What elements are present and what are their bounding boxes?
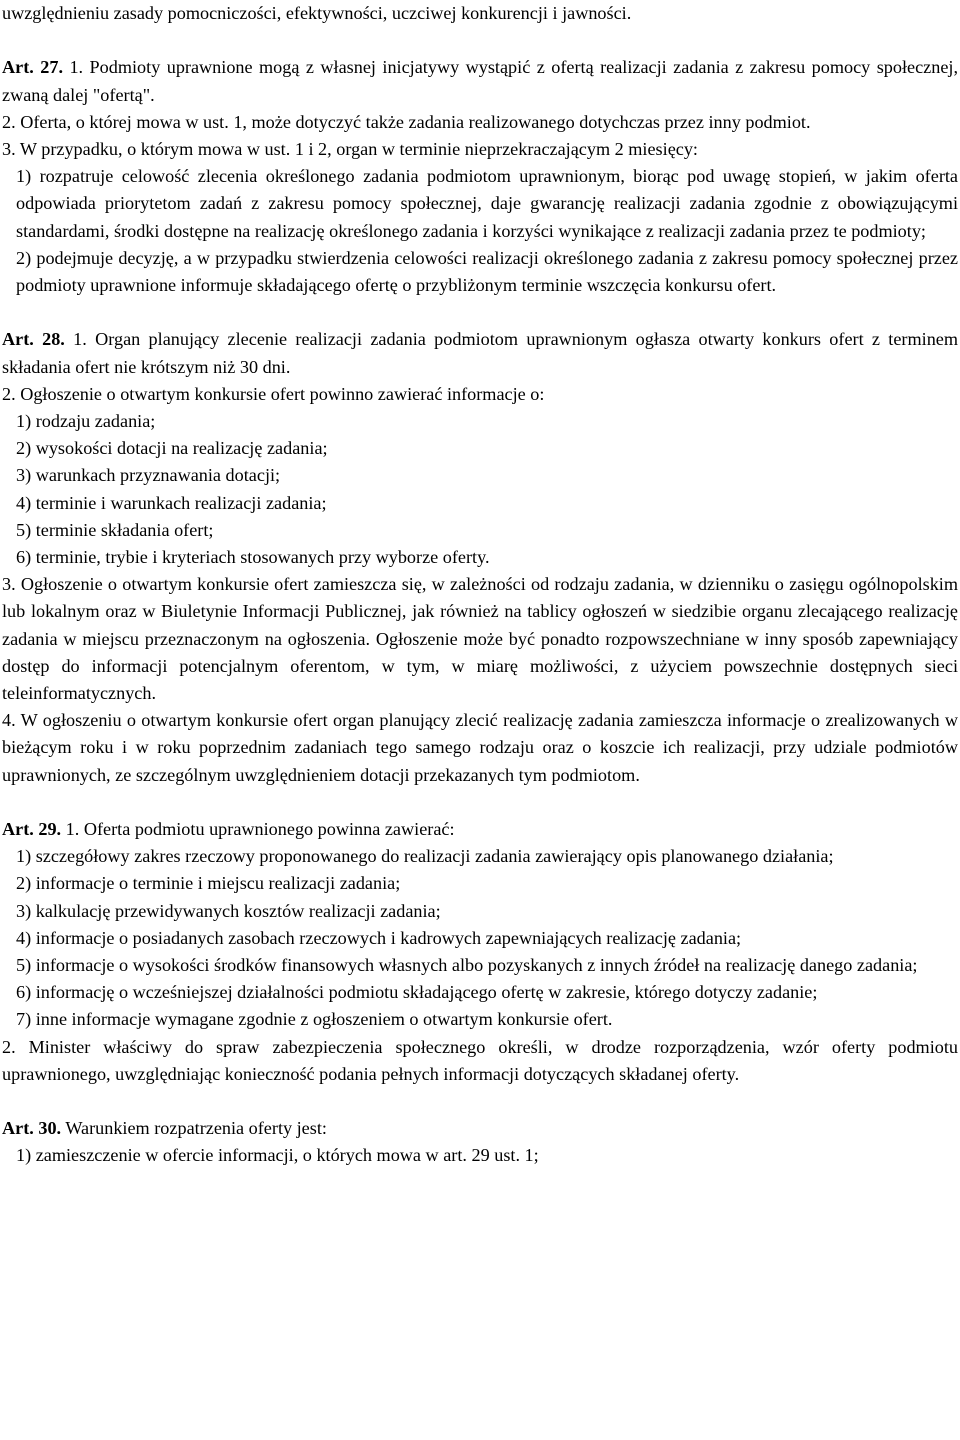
- art28-p2-item-4: 4) terminie i warunkach realizacji zadania;: [16, 492, 327, 513]
- spacer: [2, 1088, 958, 1115]
- article-30: [2, 1115, 958, 1169]
- art28-paragraph-1: [2, 326, 958, 380]
- spacer: [2, 299, 958, 326]
- art29-p1-item-6: 6) informację o wcześniejszej działalności podmiotu składającego ofertę w zakresie, którego dotyczy zadanie;: [16, 982, 818, 1003]
- art29-p1-item-1: 1) szczegółowy zakres rzeczowy proponowanego do realizacji zadania zawierający opis planowanego działania;: [16, 846, 834, 867]
- continuation-line: uwzględnieniu zasady pomocniczości, efektywności, uczciwej konkurencji i jawności.: [2, 3, 632, 23]
- art28-p2-item-3: 3) warunkach przyznawania dotacji;: [16, 465, 281, 486]
- art27-p3-item-1: 1) rozpatruje celowość zlecenia określonego zadania podmiotom uprawnionym, biorąc pod uwagę stopień, w jakim oferta odpowiada priorytetom zadań z zakresu pomocy społecznej, daje gwarancję realizacji zadania zgodnie z obowiązującymi standardami, środki dostępne na realizację określonego zadania i korzyści wynikające z realizacji zadania przez te podmioty;: [16, 166, 958, 241]
- art29-paragraph-2: 2. Minister właściwy do spraw zabezpieczenia społecznego określi, w drodze rozporządzenia, wzór oferty podmiotu uprawnionego, uwzględniając konieczność podania pełnych informacji dotyczących składanej oferty.: [2, 1036, 958, 1084]
- art28-paragraph-2: 2. Ogłoszenie o otwartym konkursie ofert powinno zawierać informacje o:: [2, 383, 545, 404]
- art30-paragraph-1: [2, 1115, 958, 1142]
- art30-p1-text: Warunkiem rozpatrzenia oferty jest:: [65, 1118, 327, 1139]
- art29-p1-text: 1. Oferta podmiotu uprawnionego powinna zawierać:: [65, 819, 455, 840]
- art27-paragraph-3: 3. W przypadku, o którym mowa w ust. 1 i 2, organ w terminie nieprzekraczającym 2 miesięcy:: [2, 139, 698, 159]
- art29-p1-item-4: 4) informacje o posiadanych zasobach rzeczowych i kadrowych zapewniających realizację zadania;: [16, 927, 742, 948]
- art30-p1-item-1: 1) zamieszczenie w ofercie informacji, o których mowa w art. 29 ust. 1;: [16, 1145, 539, 1166]
- art29-p1-item-3: 3) kalkulację przewidywanych kosztów realizacji zadania;: [16, 900, 441, 921]
- art29-heading: Art. 29.: [2, 819, 62, 840]
- art28-paragraph-3: 3. Ogłoszenie o otwartym konkursie ofert zamieszcza się, w zależności od rodzaju zadania, w dzienniku o zasięgu ogólnopolskim lub lokalnym oraz w Biuletynie Informacji Publicznej, jak również na tablicy ogłoszeń w siedzibie organu zlecającego realizację zadania w miejscu przeznaczonym na ogłoszenia. Ogłoszenie może być ponadto rozpowszechniane w inny sposób zapewniający dostęp do informacji potencjalnym oferentom, w tym, w miarę możliwości, z użyciem powszechnie dostępnych sieci teleinformatycznych.: [2, 574, 958, 704]
- art28-p2-item-2: 2) wysokości dotacji na realizację zadania;: [16, 438, 328, 459]
- spacer: [2, 789, 958, 816]
- art30-heading: Art. 30.: [2, 1118, 62, 1139]
- art29-paragraph-1: [2, 816, 958, 843]
- art29-p1-item-7: 7) inne informacje wymagane zgodnie z ogłoszeniem o otwartym konkursie ofert.: [16, 1009, 613, 1030]
- art28-p2-item-1: 1) rodzaju zadania;: [16, 411, 156, 432]
- art27-p1-text: 1. Podmioty uprawnione mogą z własnej inicjatywy wystąpić z ofertą realizacji zadania z zakresu pomocy społecznej, zwaną dalej "ofertą".: [2, 57, 959, 105]
- art28-p1-text: 1. Organ planujący zlecenie realizacji zadania podmiotom uprawnionym ogłasza otwarty konkurs ofert z terminem składania ofert nie krótszym niż 30 dni.: [2, 329, 959, 377]
- article-28: [2, 326, 958, 788]
- art28-heading: Art. 28.: [2, 329, 65, 350]
- article-29: [2, 816, 958, 1088]
- art28-p2-item-6: 6) terminie, trybie i kryteriach stosowanych przy wyborze oferty.: [16, 547, 490, 568]
- art27-p3-item-2: 2) podejmuje decyzję, a w przypadku stwierdzenia celowości realizacji określonego zadania z zakresu pomocy społecznej przez podmioty uprawnione informuje składającego ofertę o przybliżonym terminie wszczęcia konkursu ofert.: [16, 247, 958, 296]
- art27-paragraph-2: 2. Oferta, o której mowa w ust. 1, może dotyczyć także zadania realizowanego dotychczas przez inny podmiot.: [2, 111, 811, 132]
- art28-p2-item-5: 5) terminie składania ofert;: [16, 519, 214, 540]
- art27-heading: Art. 27.: [2, 57, 63, 78]
- art29-p1-item-2: 2) informacje o terminie i miejscu realizacji zadania;: [16, 873, 401, 894]
- art28-paragraph-4: 4. W ogłoszeniu o otwartym konkursie ofert organ planujący zlecić realizację zadania zamieszcza informacje o zrealizowanych w bieżącym roku i w roku poprzednim zadaniach tego samego rodzaju oraz o koszcie ich realizacji, przy udziale podmiotów uprawnionych, ze szczególnym uwzględnieniem dotacji przekazanych tym podmiotom.: [2, 710, 958, 785]
- art29-p1-item-5: 5) informacje o wysokości środków finansowych własnych albo pozyskanych z innych źródeł na realizację danego zadania;: [16, 955, 918, 976]
- spacer: [2, 27, 958, 54]
- article-27: [2, 54, 958, 299]
- art27-paragraph-1: [2, 54, 958, 108]
